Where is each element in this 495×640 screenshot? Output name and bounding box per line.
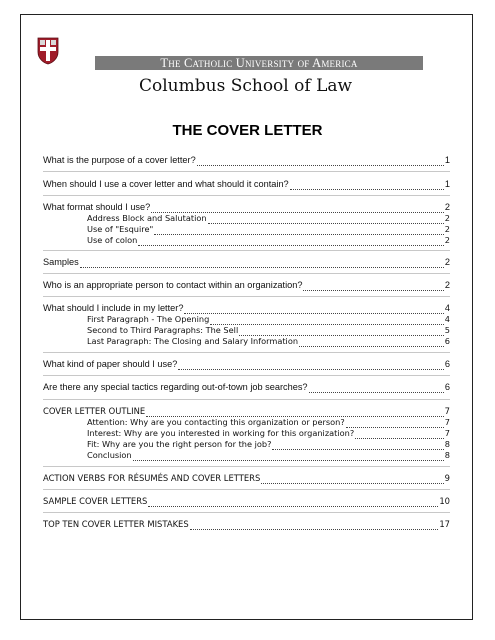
toc-entry-text: First Paragraph - The Opening xyxy=(87,314,210,324)
toc-entry-page: 4 xyxy=(444,314,450,324)
toc-entry xyxy=(43,358,450,370)
toc-entry-page: 6 xyxy=(444,382,450,392)
toc-entry-text: What is the purpose of a cover letter? xyxy=(43,155,196,165)
divider xyxy=(43,171,450,172)
school-name: Columbus School of Law xyxy=(139,76,353,96)
divider xyxy=(43,273,450,274)
toc-entry xyxy=(43,154,450,166)
toc-entry-text: Last Paragraph: The Closing and Salary Information xyxy=(87,336,299,346)
toc-entry-page: 7 xyxy=(444,417,450,427)
toc-entry-page: 2 xyxy=(444,280,450,290)
toc-entry-text: Second to Third Paragraphs: The Sell xyxy=(87,325,239,335)
toc-entry-text: Are there any special tactics regarding out-of-town job searches? xyxy=(43,382,308,392)
toc-entry-page: 6 xyxy=(444,336,450,346)
toc-entry-page: 1 xyxy=(444,179,450,189)
toc-subentry xyxy=(87,234,450,246)
toc-entry-page: 8 xyxy=(444,439,450,449)
toc-entry-text: Interest: Why are you interested in working for this organization? xyxy=(87,428,355,438)
toc-entry-page: 4 xyxy=(444,303,450,313)
toc-entry xyxy=(43,178,450,190)
toc-entry-text: Address Block and Salutation xyxy=(87,213,207,223)
toc-entry xyxy=(43,472,450,484)
toc-entry-page: 8 xyxy=(444,450,450,460)
toc-entry-text: SAMPLE COVER LETTERS xyxy=(43,496,148,506)
toc-entry-page: 2 xyxy=(444,224,450,234)
divider xyxy=(43,489,450,490)
toc-entry xyxy=(43,518,450,530)
toc-entry-page: 1 xyxy=(444,155,450,165)
toc-entry-page: 7 xyxy=(444,406,450,416)
document-title: THE COVER LETTER xyxy=(172,122,323,139)
toc-entry xyxy=(43,495,450,507)
divider xyxy=(43,466,450,467)
divider xyxy=(43,250,450,251)
toc-entry-page: 7 xyxy=(444,428,450,438)
toc-entry xyxy=(43,381,450,393)
toc-entry-text: TOP TEN COVER LETTER MISTAKES xyxy=(43,519,189,529)
toc-entry-page: 17 xyxy=(439,519,450,529)
toc-entry-text: What kind of paper should I use? xyxy=(43,359,178,369)
toc-entry-text: Conclusion xyxy=(87,450,132,460)
toc-subentry xyxy=(87,335,450,347)
toc-entry-page: 9 xyxy=(444,473,450,483)
toc-entry-page: 2 xyxy=(444,257,450,267)
document-page xyxy=(20,14,473,620)
toc-entry-text: Use of colon xyxy=(87,235,138,245)
toc-entry-page: 2 xyxy=(444,213,450,223)
toc-entry-text: Fit: Why are you the right person for the job? xyxy=(87,439,272,449)
toc-entry-page: 10 xyxy=(439,496,450,506)
toc-entry-text: Attention: Why are you contacting this organization or person? xyxy=(87,417,345,427)
toc-entry-text: COVER LETTER OUTLINE xyxy=(43,406,146,416)
toc-entry-text: Samples xyxy=(43,257,79,267)
toc-entry-text: Use of "Esquire" xyxy=(87,224,154,234)
table-of-contents xyxy=(21,15,474,621)
toc-entry xyxy=(43,279,450,291)
university-name: The Catholic University of America xyxy=(95,56,423,70)
divider xyxy=(43,296,450,297)
divider xyxy=(43,195,450,196)
divider xyxy=(43,352,450,353)
toc-entry-page: 6 xyxy=(444,359,450,369)
toc-subentry xyxy=(87,449,450,461)
divider xyxy=(43,399,450,400)
toc-entry xyxy=(43,256,450,268)
toc-entry-text: What format should I use? xyxy=(43,202,151,212)
toc-entry-text: What should I include in my letter? xyxy=(43,303,184,313)
toc-entry-page: 2 xyxy=(444,202,450,212)
divider xyxy=(43,512,450,513)
toc-entry-text: When should I use a cover letter and what should it contain? xyxy=(43,179,289,189)
toc-entry-text: Who is an appropriate person to contact within an organization? xyxy=(43,280,303,290)
toc-entry-page: 2 xyxy=(444,235,450,245)
toc-entry-text: ACTION VERBS FOR RÉSUMÉS AND COVER LETTERS xyxy=(43,473,261,483)
divider xyxy=(43,375,450,376)
toc-entry-page: 5 xyxy=(444,325,450,335)
